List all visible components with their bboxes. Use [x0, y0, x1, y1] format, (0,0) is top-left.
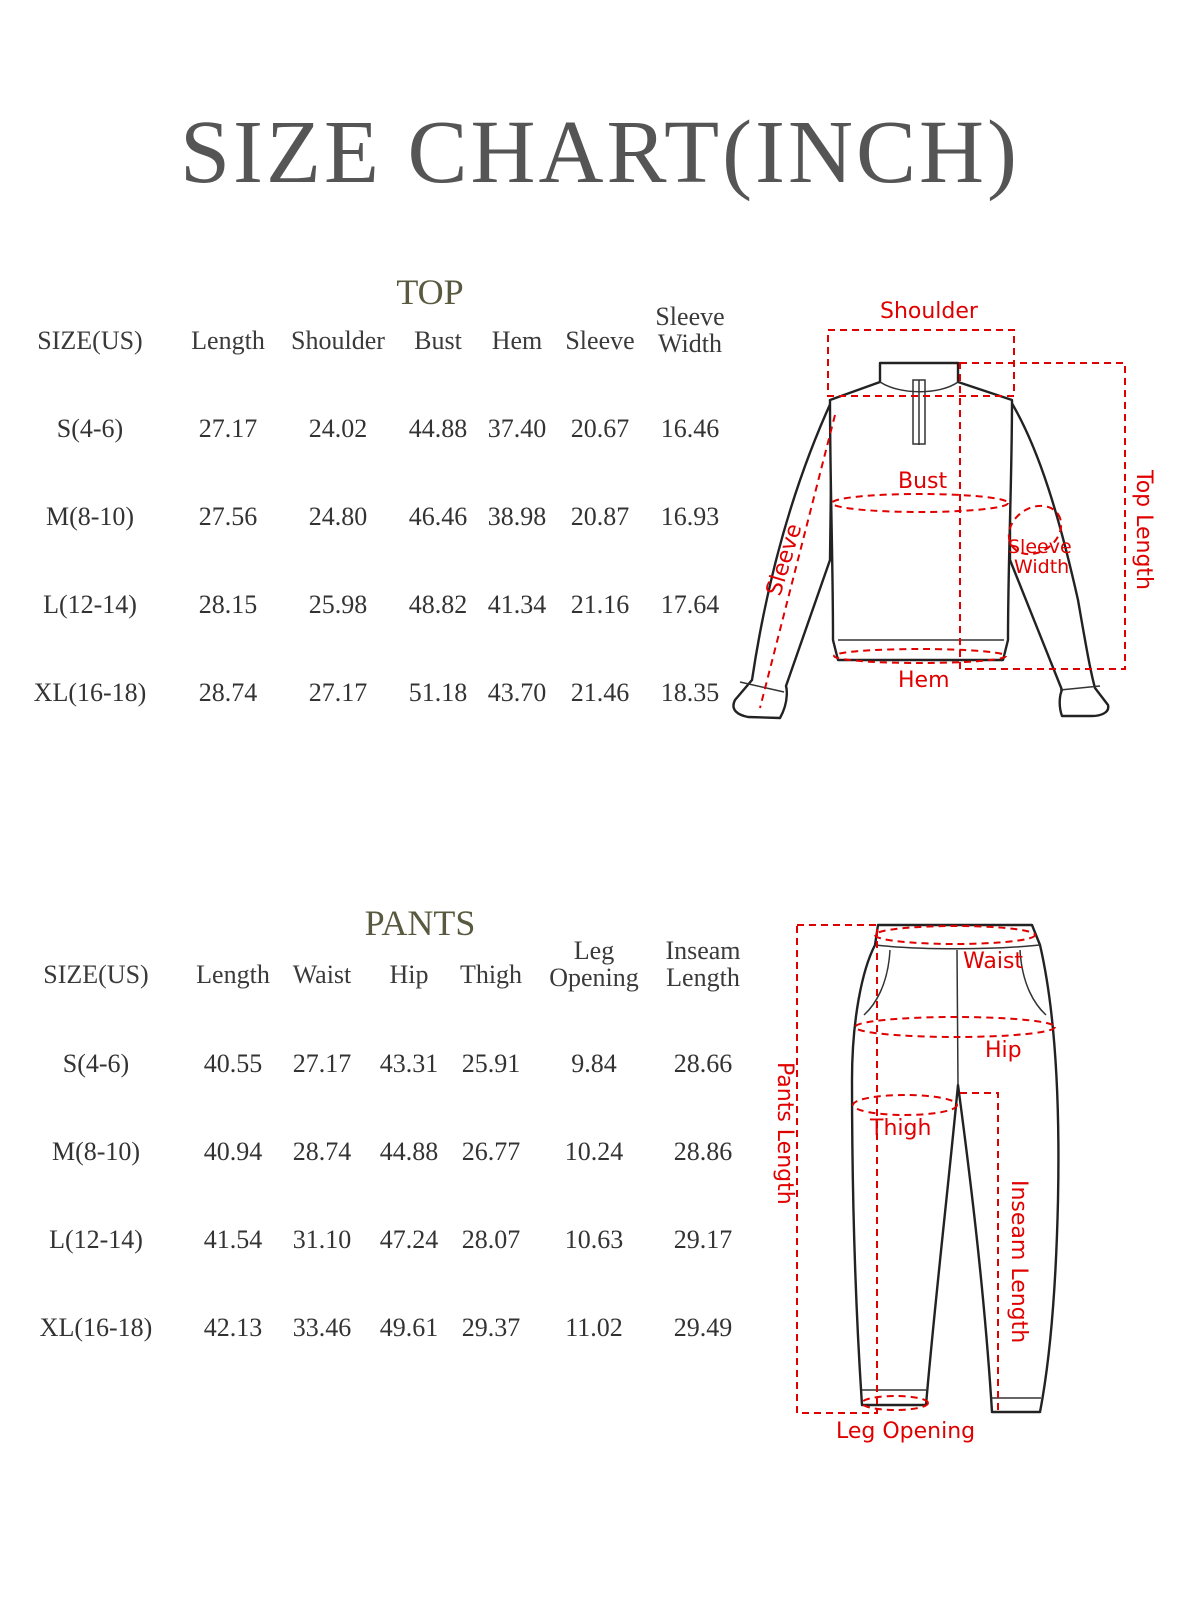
top-cell: 28.74 [198, 678, 258, 707]
top-section-title: TOP [396, 272, 464, 312]
pants-header-6: Inseam Length [665, 936, 741, 992]
top-cell: 41.34 [487, 590, 547, 619]
pants-cell: 10.63 [564, 1225, 624, 1254]
top-cell: S(4-6) [56, 414, 124, 443]
pants-cell: 40.94 [203, 1137, 263, 1166]
sleeve-label: Sleeve [761, 520, 808, 599]
pants-cell: 44.88 [379, 1137, 439, 1166]
top-cell: 25.98 [308, 590, 368, 619]
top-header-4: Hem [491, 326, 543, 355]
pants-cell: XL(16-18) [39, 1313, 153, 1342]
top-cell: 18.35 [660, 678, 720, 707]
pants-cell: 28.86 [673, 1137, 733, 1166]
top-cell: 46.46 [408, 502, 468, 531]
waist-label: Waist [963, 949, 1024, 974]
pants-cell: 29.37 [461, 1313, 521, 1342]
top-cell: 27.56 [198, 502, 258, 531]
top-diagram [720, 290, 1190, 740]
pants-cell: 25.91 [461, 1049, 521, 1078]
pants-cell: 31.10 [292, 1225, 352, 1254]
top-cell: M(8-10) [45, 502, 135, 531]
pants-cell: M(8-10) [51, 1137, 141, 1166]
top-cell: 28.15 [198, 590, 258, 619]
pants-cell: L(12-14) [49, 1225, 143, 1254]
top-header-6: Sleeve Width [655, 302, 725, 358]
pants-cell: 11.02 [565, 1313, 623, 1342]
pants-cell: 41.54 [203, 1225, 263, 1254]
leg-opening-label: Leg Opening [836, 1419, 976, 1444]
top-cell: 21.16 [570, 590, 630, 619]
pants-cell: 33.46 [292, 1313, 352, 1342]
top-cell: 16.46 [660, 414, 720, 443]
top-cell: 27.17 [308, 678, 368, 707]
top-cell: 44.88 [408, 414, 468, 443]
pants-header-3: Hip [389, 960, 429, 989]
pants-header-0: SIZE(US) [43, 960, 149, 989]
top-cell: 17.64 [660, 590, 720, 619]
top-cell: 37.40 [487, 414, 547, 443]
top-cell: 24.02 [308, 414, 368, 443]
top-cell: 27.17 [198, 414, 258, 443]
top-cell: 43.70 [487, 678, 547, 707]
pants-cell: 49.61 [379, 1313, 439, 1342]
hem-label: Hem [898, 668, 950, 693]
bust-label: Bust [898, 469, 948, 494]
top-cell: XL(16-18) [33, 678, 147, 707]
inseam-length-label: Inseam Length [1006, 1180, 1031, 1344]
sleeve-width-label-line1: Sleeve [1008, 536, 1072, 558]
pants-cell: 47.24 [379, 1225, 439, 1254]
pants-header-4: Thigh [459, 960, 523, 989]
pants-cell: 28.07 [461, 1225, 521, 1254]
pants-cell: 10.24 [564, 1137, 624, 1166]
pants-cell: 29.17 [673, 1225, 733, 1254]
top-header-0: SIZE(US) [37, 326, 143, 355]
top-cell: 38.98 [487, 502, 547, 531]
top-cell: 21.46 [570, 678, 630, 707]
pants-cell: 9.84 [571, 1049, 617, 1078]
pants-cell: 29.49 [673, 1313, 733, 1342]
pants-header-2: Waist [292, 960, 352, 989]
top-header-3: Bust [414, 326, 462, 355]
hip-label: Hip [985, 1038, 1022, 1063]
top-cell: 24.80 [308, 502, 368, 531]
top-header-5: Sleeve [565, 326, 635, 355]
top-cell: 48.82 [408, 590, 468, 619]
pants-cell: 28.66 [673, 1049, 733, 1078]
top-cell: 16.93 [660, 502, 720, 531]
top-length-label: Top Length [1131, 470, 1156, 591]
pants-diagram [760, 915, 1190, 1455]
page-title: SIZE CHART(INCH) [179, 103, 1021, 202]
pants-cell: 43.31 [379, 1049, 439, 1078]
top-cell: L(12-14) [43, 590, 137, 619]
top-cell: 20.87 [570, 502, 630, 531]
top-header-1: Length [191, 326, 265, 355]
pants-section-title: PANTS [364, 903, 476, 943]
pants-header-5: Leg Opening [549, 936, 639, 992]
pants-cell: 40.55 [203, 1049, 263, 1078]
top-cell: 51.18 [408, 678, 468, 707]
top-cell: 20.67 [570, 414, 630, 443]
pants-header-1: Length [196, 960, 270, 989]
pants-cell: 26.77 [461, 1137, 521, 1166]
top-header-2: Shoulder [291, 326, 385, 355]
pants-cell: 42.13 [203, 1313, 263, 1342]
pants-cell: 28.74 [292, 1137, 352, 1166]
thigh-label: Thigh [870, 1116, 932, 1141]
shoulder-label: Shoulder [880, 299, 978, 324]
sleeve-width-label-line2: Width [1014, 556, 1070, 578]
pants-length-label: Pants Length [772, 1062, 797, 1205]
sleeve-width-label [1008, 536, 1078, 578]
pants-cell: S(4-6) [62, 1049, 130, 1078]
pants-cell: 27.17 [292, 1049, 352, 1078]
